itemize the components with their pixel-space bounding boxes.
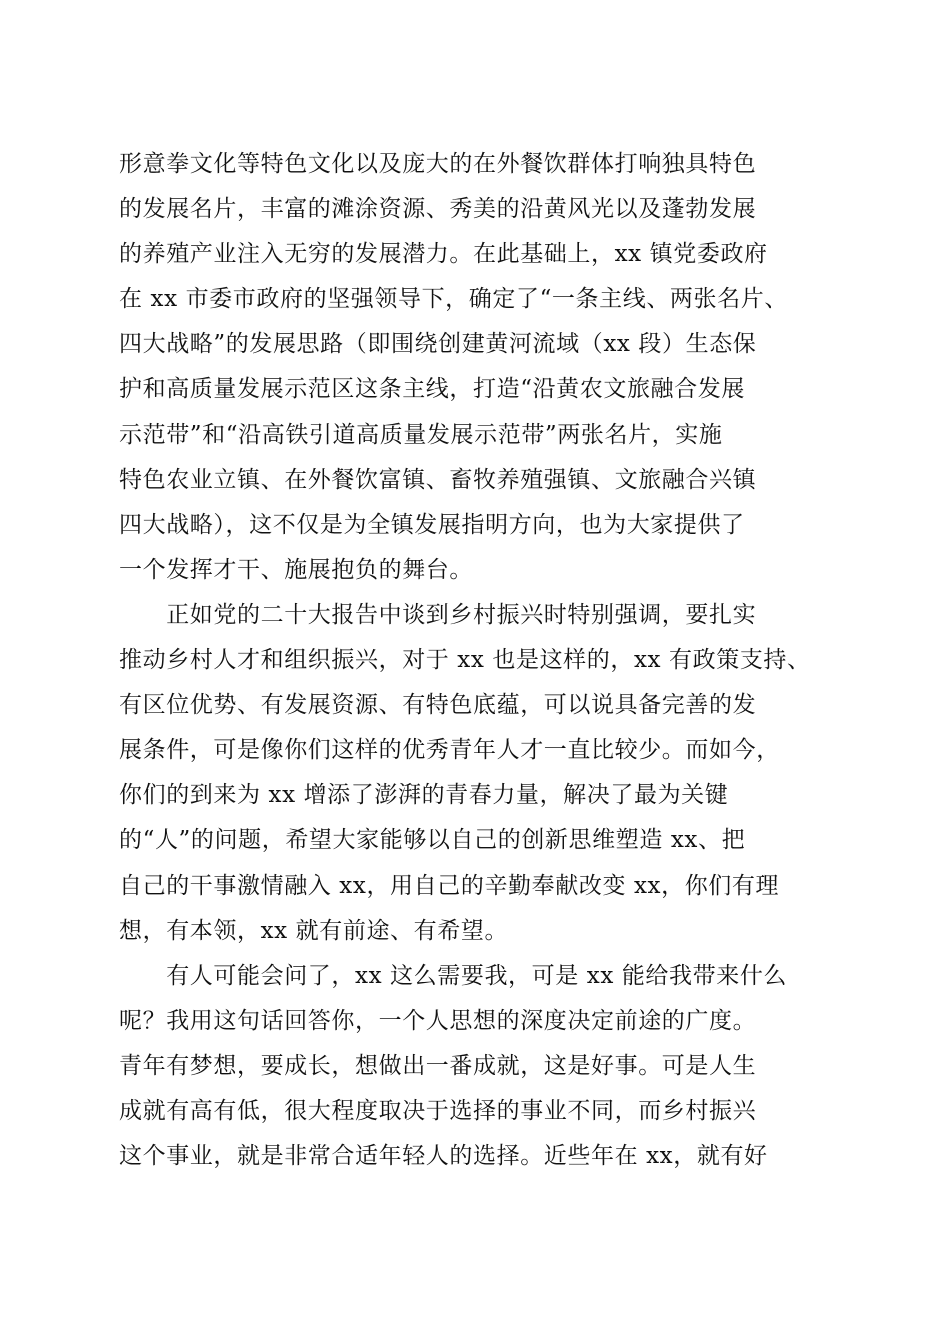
text-line: 的发展名片，丰富的滩涂资源、秀美的沿黄风光以及蓬勃发展: [119, 196, 757, 223]
text-line: 你们的到来为 xx 增添了澎湃的青春力量，解决了最为关键: [119, 782, 729, 809]
text-line: 自己的干事激情融入 xx，用自己的辛勤奉献改变 xx，你们有理: [119, 872, 780, 899]
text-line: 青年有梦想，要成长，想做出一番成就，这是好事。可是人生: [119, 1052, 757, 1079]
paragraph-1: [119, 142, 831, 593]
paragraph-3: [119, 954, 831, 1179]
text-line: 的养殖产业注入无穷的发展潜力。在此基础上，xx 镇党委政府: [119, 241, 768, 268]
text-line: 的“人”的问题，希望大家能够以自己的创新思维塑造 xx、把: [119, 827, 746, 854]
text-line: 特色农业立镇、在外餐饮富镇、畜牧养殖强镇、文旅融合兴镇: [119, 466, 757, 493]
text-line: 正如党的二十大报告中谈到乡村振兴时特别强调，要扎实: [119, 601, 757, 628]
text-line: 四大战略），这不仅是为全镇发展指明方向，也为大家提供了: [119, 511, 745, 538]
text-line: 成就有高有低，很大程度取决于选择的事业不同，而乡村振兴: [119, 1097, 757, 1124]
text-line: 示范带”和“沿高铁引道高质量发展示范带”两张名片，实施: [119, 421, 723, 448]
text-line: 想，有本领，xx 就有前途、有希望。: [119, 917, 509, 944]
text-line: 这个事业，就是非常合适年轻人的选择。近些年在 xx，就有好: [119, 1143, 768, 1170]
text-line: 四大战略”的发展思路（即围绕创建黄河流域（xx 段）生态保: [119, 331, 757, 358]
text-line: 有区位优势、有发展资源、有特色底蕴，可以说具备完善的发: [119, 692, 757, 719]
text-line: 呢？我用这句话回答你，一个人思想的深度决定前途的广度。: [119, 1007, 757, 1034]
text-line: 推动乡村人才和组织振兴，对于 xx 也是这样的，xx 有政策支持、: [119, 647, 811, 674]
text-line: 一个发挥才干、施展抱负的舞台。: [119, 556, 473, 583]
text-line: 形意拳文化等特色文化以及庞大的在外餐饮群体打响独具特色: [119, 151, 757, 177]
text-line: 护和高质量发展示范区这条主线，打造“沿黄农文旅融合发展: [119, 376, 745, 403]
paragraph-2: [119, 593, 831, 954]
text-line: 有人可能会问了，xx 这么需要我，可是 xx 能给我带来什么: [119, 962, 788, 989]
text-line: 展条件，可是像你们这样的优秀青年人才一直比较少。而如今，: [119, 737, 780, 764]
body-text: [119, 142, 831, 1179]
text-line: 在 xx 市委市政府的坚强领导下，确定了“一条主线、两张名片、: [119, 286, 788, 313]
